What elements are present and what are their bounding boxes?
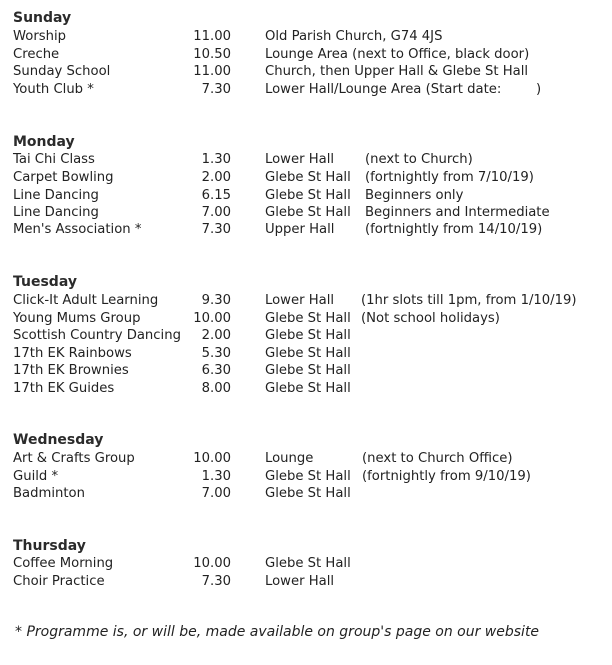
- activity-name: Line Dancing: [13, 205, 99, 220]
- activity-name: Youth Club *: [13, 82, 94, 97]
- schedule-row: [0, 450, 612, 468]
- activity-name: Art & Crafts Group: [13, 451, 135, 466]
- day-heading-sunday: Sunday: [13, 10, 72, 26]
- schedule-row: [0, 310, 612, 328]
- activity-location: Lounge Area (next to Office, black door): [265, 47, 530, 62]
- activity-note: (Not school holidays): [361, 311, 500, 326]
- activity-note: (next to Church Office): [362, 451, 513, 466]
- schedule-row: [0, 468, 612, 486]
- activity-time: 10.00: [193, 556, 231, 571]
- activity-name: Carpet Bowling: [13, 170, 114, 185]
- activity-name: Scottish Country Dancing: [13, 328, 181, 343]
- activity-time: 6.15: [201, 188, 231, 203]
- activity-location: Glebe St Hall: [265, 381, 351, 396]
- activity-name: Tai Chi Class: [13, 152, 95, 167]
- activity-name: Men's Association *: [13, 222, 142, 237]
- activity-time: 1.30: [201, 469, 231, 484]
- activity-time: 11.00: [193, 29, 231, 44]
- activity-location: Lower Hall: [265, 293, 335, 308]
- activity-note: (fortnightly from 14/10/19): [365, 222, 543, 237]
- activity-name: 17th EK Guides: [13, 381, 115, 396]
- schedule-row: [0, 327, 612, 345]
- activity-location: Upper Hall: [265, 222, 335, 237]
- activity-name: Click-It Adult Learning: [13, 293, 159, 308]
- activity-time: 2.00: [201, 328, 231, 343]
- day-heading-tuesday: Tuesday: [13, 274, 77, 290]
- activity-location: Glebe St Hall: [265, 311, 351, 326]
- activity-location: Glebe St Hall: [265, 486, 351, 501]
- activity-note: (next to Church): [365, 152, 473, 167]
- footnote: * Programme is, or will be, made available on group's page on our website: [15, 624, 540, 640]
- activity-location: Glebe St Hall: [265, 363, 351, 378]
- activity-time: 5.30: [201, 346, 231, 361]
- activity-time: 10.00: [193, 451, 231, 466]
- activity-time: 8.00: [201, 381, 231, 396]
- activity-name: Line Dancing: [13, 188, 99, 203]
- schedule-row: [0, 81, 612, 99]
- activity-location: Glebe St Hall: [265, 556, 351, 571]
- schedule-row: [0, 292, 612, 310]
- activity-location: Glebe St Hall: [265, 170, 351, 185]
- schedule-row: [0, 380, 612, 398]
- schedule-row: [0, 46, 612, 64]
- activity-note: Beginners only: [365, 188, 464, 203]
- activity-time: 7.00: [201, 486, 231, 501]
- activity-location: Lower Hall: [265, 574, 335, 589]
- schedule-row: [0, 555, 612, 573]
- schedule-row: [0, 28, 612, 46]
- schedule-row: [0, 345, 612, 363]
- schedule-row: [0, 187, 612, 205]
- activity-time: 10.50: [193, 47, 231, 62]
- activity-location: Glebe St Hall: [265, 188, 351, 203]
- activity-name: Worship: [13, 29, 67, 44]
- activity-location: Glebe St Hall: [265, 469, 351, 484]
- schedule-row: [0, 485, 612, 503]
- activity-time: 6.30: [201, 363, 231, 378]
- activity-name: Guild *: [13, 469, 59, 484]
- activity-note: Beginners and Intermediate: [365, 205, 550, 220]
- activity-note: (fortnightly from 9/10/19): [362, 469, 531, 484]
- activity-name: 17th EK Brownies: [13, 363, 129, 378]
- activity-name: Sunday School: [13, 64, 111, 79]
- activity-name: 17th EK Rainbows: [13, 346, 132, 361]
- activity-name: Badminton: [13, 486, 85, 501]
- activity-time: 10.00: [193, 311, 231, 326]
- day-heading-wednesday: Wednesday: [13, 432, 104, 448]
- activity-location: Lower Hall/Lounge Area (Start date:: [265, 82, 502, 97]
- activity-time: 9.30: [201, 293, 231, 308]
- activity-name: Creche: [13, 47, 60, 62]
- activity-name: Young Mums Group: [13, 311, 141, 326]
- schedule-row: [0, 169, 612, 187]
- activity-time: 1.30: [201, 152, 231, 167]
- activity-location: Church, then Upper Hall & Glebe St Hall: [265, 64, 529, 79]
- schedule-row: [0, 204, 612, 222]
- day-heading-monday: Monday: [13, 134, 75, 150]
- activity-time: 7.30: [201, 574, 231, 589]
- schedule-row: [0, 151, 612, 169]
- activity-location: Glebe St Hall: [265, 205, 351, 220]
- activity-location: Old Parish Church, G74 4JS: [265, 29, 443, 44]
- schedule-row: [0, 573, 612, 591]
- activity-location: Lower Hall: [265, 152, 335, 167]
- activity-location: Glebe St Hall: [265, 346, 351, 361]
- activity-name: Coffee Morning: [13, 556, 114, 571]
- activity-note: (fortnightly from 7/10/19): [365, 170, 534, 185]
- activity-note: (1hr slots till 1pm, from 1/10/19): [361, 293, 577, 308]
- activity-time: 7.00: [201, 205, 231, 220]
- schedule-row: [0, 63, 612, 81]
- schedule-row: [0, 362, 612, 380]
- activity-note: ): [536, 82, 542, 97]
- activity-location: Glebe St Hall: [265, 328, 351, 343]
- activity-time: 7.30: [201, 82, 231, 97]
- activity-time: 2.00: [201, 170, 231, 185]
- activity-time: 7.30: [201, 222, 231, 237]
- activity-location: Lounge: [265, 451, 314, 466]
- day-heading-thursday: Thursday: [13, 538, 86, 554]
- schedule-row: [0, 221, 612, 239]
- activity-time: 11.00: [193, 64, 231, 79]
- activity-name: Choir Practice: [13, 574, 105, 589]
